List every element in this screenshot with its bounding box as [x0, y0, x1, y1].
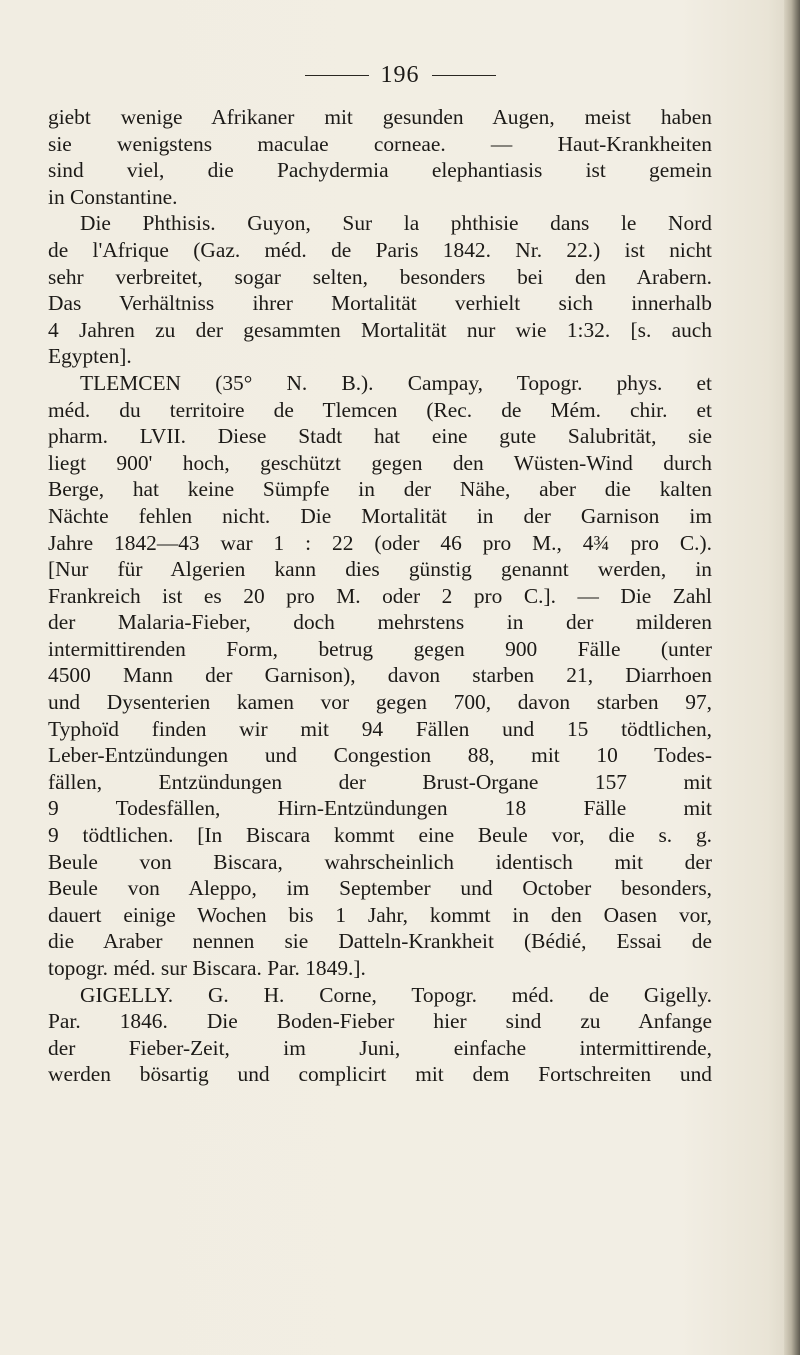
text-line: Leber-Entzündungen und Congestion 88, mit 10 Todes-: [48, 743, 712, 768]
text-line: Nächte fehlen nicht. Die Mortalität in der Garnison im: [48, 503, 712, 528]
text-line: Das Verhältniss ihrer Mortalität verhielt sich innerhalb: [48, 291, 712, 316]
text-line: GIGELLY. G. H. Corne, Topogr. méd. de Gigelly.: [80, 982, 712, 1007]
text-line: und Dysenterien kamen vor gegen 700, davon starben 97,: [48, 690, 712, 715]
text-line: Typhoïd finden wir mit 94 Fällen und 15 tödtlichen,: [48, 716, 712, 741]
text-line: 9 Todesfällen, Hirn-Entzündungen 18 Fälle mit: [48, 796, 712, 821]
text-line: TLEMCEN (35° N. B.). Campay, Topogr. phys. et: [80, 370, 712, 395]
text-line: 9 tödtlichen. [In Biscara kommt eine Beule vor, die s. g.: [48, 823, 712, 848]
text-line: Par. 1846. Die Boden-Fieber hier sind zu Anfange: [48, 1009, 712, 1034]
text-line: pharm. LVII. Diese Stadt hat eine gute Salubrität, sie: [48, 424, 712, 449]
text-line: Beule von Aleppo, im September und October besonders,: [48, 876, 712, 901]
text-line: fällen, Entzündungen der Brust-Organe 157 mit: [48, 769, 712, 794]
page-number: 196: [380, 62, 420, 88]
text-line: Frankreich ist es 20 pro M. oder 2 pro C.]. — Die Zahl: [48, 583, 712, 608]
text-line: in Constantine.: [48, 184, 178, 209]
text-line: intermittirenden Form, betrug gegen 900 Fälle (unter: [48, 636, 712, 661]
text-line: Die Phthisis. Guyon, Sur la phthisie dans le Nord: [80, 211, 712, 236]
header-rule-right: [432, 75, 496, 76]
text-line: giebt wenige Afrikaner mit gesunden Augen, meist haben: [48, 105, 712, 129]
text-line: der Fieber-Zeit, im Juni, einfache intermittirende,: [48, 1035, 712, 1060]
text-line: Egypten].: [48, 344, 132, 369]
text-line: werden bösartig und complicirt mit dem Fortschreiten und: [48, 1062, 712, 1087]
text-line: der Malaria-Fieber, doch mehrstens in der milderen: [48, 610, 712, 635]
text-line: de l'Afrique (Gaz. méd. de Paris 1842. Nr. 22.) ist nicht: [48, 237, 712, 262]
text-line: sie wenigstens maculae corneae. — Haut-Krankheiten: [48, 131, 712, 156]
text-line: liegt 900' hoch, geschützt gegen den Wüsten-Wind durch: [48, 450, 712, 475]
text-line: Jahre 1842—43 war 1 : 22 (oder 46 pro M., 4¾ pro C.).: [48, 530, 712, 555]
text-line: 4500 Mann der Garnison), davon starben 21, Diarrhoen: [48, 663, 712, 688]
text-line: méd. du territoire de Tlemcen (Rec. de Mém. chir. et: [48, 397, 712, 422]
text-line: topogr. méd. sur Biscara. Par. 1849.].: [48, 956, 366, 980]
text-line: sehr verbreitet, sogar selten, besonders bei den Arabern.: [48, 264, 712, 289]
header-rule-left: [305, 75, 369, 76]
text-line: Beule von Biscara, wahrscheinlich identisch mit der: [48, 849, 712, 874]
page-edge-shadow: [784, 0, 800, 1355]
text-line: sind viel, die Pachydermia elephantiasis ist gemein: [48, 158, 712, 183]
text-line: die Araber nennen sie Datteln-Krankheit (Bédié, Essai de: [48, 929, 712, 954]
page-header: [0, 62, 800, 89]
body-text: [48, 104, 712, 1088]
text-line: 4 Jahren zu der gesammten Mortalität nur wie 1:32. [s. auch: [48, 317, 712, 342]
text-line: dauert einige Wochen bis 1 Jahr, kommt in den Oasen vor,: [48, 902, 712, 927]
text-line: Berge, hat keine Sümpfe in der Nähe, aber die kalten: [48, 477, 712, 502]
text-line: [Nur für Algerien kann dies günstig genannt werden, in: [48, 557, 712, 582]
